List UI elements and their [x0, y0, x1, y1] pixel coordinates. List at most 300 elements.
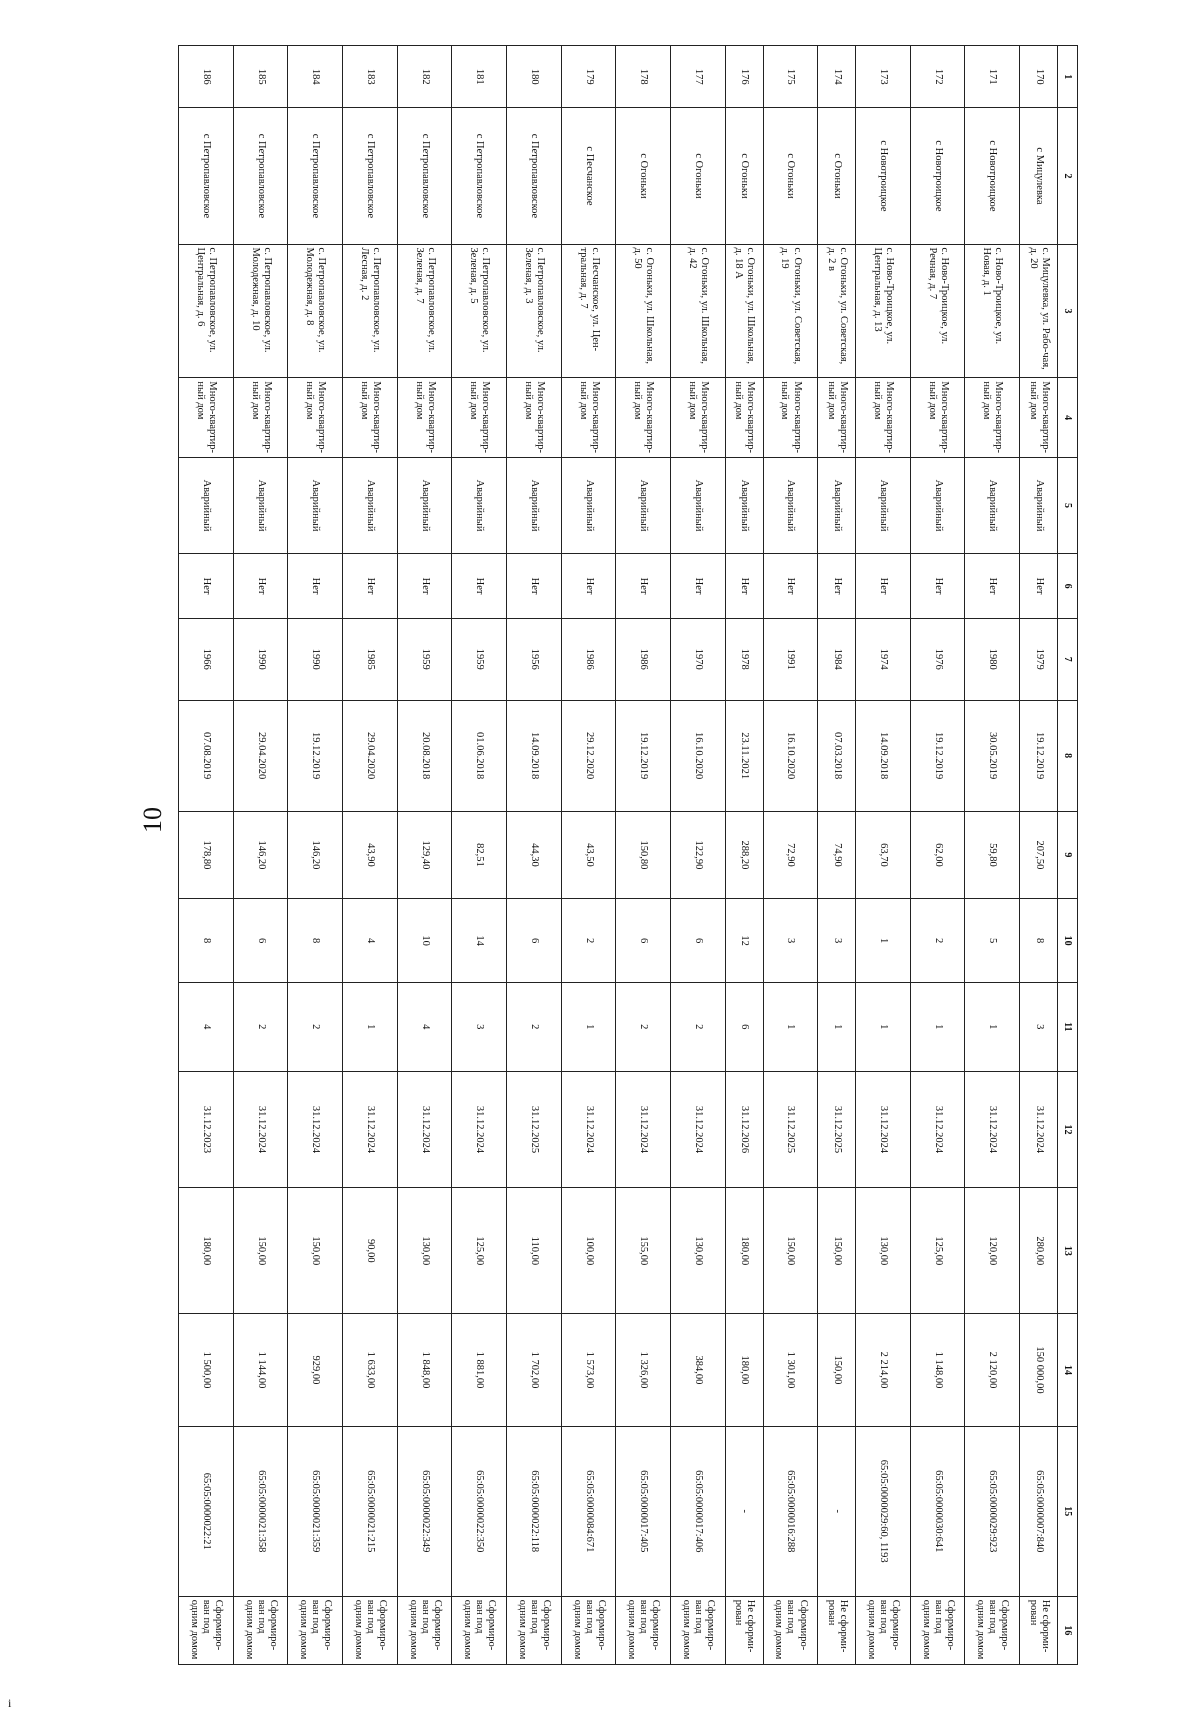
table-cell: с Огоньки	[616, 108, 671, 244]
table-cell: 29.04.2020	[233, 700, 288, 811]
table-cell: 16.10.2020	[763, 700, 818, 811]
table-row	[561, 46, 616, 1665]
table-cell: 1	[561, 983, 616, 1071]
column-header: 14	[1058, 1314, 1078, 1426]
table-cell: 44,30	[507, 811, 562, 898]
table-row	[233, 46, 288, 1665]
table-cell: Много-квартир-ный дом	[343, 378, 398, 457]
table-cell: Нет	[179, 554, 234, 619]
table-cell: 1974	[856, 618, 911, 700]
table-cell: Сформиро-ван под одним домом	[910, 1596, 965, 1664]
table-cell: 31.12.2025	[818, 1071, 856, 1188]
table-cell: Аварийный	[179, 457, 234, 553]
table-row	[671, 46, 726, 1665]
table-cell: Нет	[965, 554, 1020, 619]
table-cell: 65:05:0000029:923	[965, 1426, 1020, 1596]
table-cell: 6	[616, 899, 671, 983]
table-cell: с. Петропавловское, ул. Молодежная, д. 10	[233, 244, 288, 378]
table-cell: 6	[507, 899, 562, 983]
table-row	[288, 46, 343, 1665]
table-cell: 1986	[561, 618, 616, 700]
table-cell: 150,00	[818, 1188, 856, 1314]
table-cell: Аварийный	[452, 457, 507, 553]
table-cell: 172	[910, 46, 965, 108]
table-cell: 29.12.2020	[561, 700, 616, 811]
column-header: 12	[1058, 1071, 1078, 1188]
table-cell: Много-квартир-ный дом	[1020, 378, 1058, 457]
table-cell: 178,80	[179, 811, 234, 898]
table-cell: 2	[288, 983, 343, 1071]
table-cell: 5	[965, 899, 1020, 983]
table-cell: 130,00	[397, 1188, 452, 1314]
table-cell: 146,20	[233, 811, 288, 898]
table-cell: Аварийный	[1020, 457, 1058, 553]
table-cell: 01.06.2018	[452, 700, 507, 811]
table-cell: с. Огоньки, ул. Школьная, д. 50	[616, 244, 671, 378]
table-cell: 65:05:0000017:406	[671, 1426, 726, 1596]
table-cell: с. Петропавловское, ул. Зеленая, д. 3	[507, 244, 562, 378]
table-cell: 6	[671, 899, 726, 983]
table-cell: 150,00	[763, 1188, 818, 1314]
table-cell: 8	[179, 899, 234, 983]
table-cell: 3	[1020, 983, 1058, 1071]
table-cell: 10	[397, 899, 452, 983]
table-cell: с. Огоньки, ул. Школьная, д. 42	[671, 244, 726, 378]
table-cell: 31.12.2024	[671, 1071, 726, 1188]
table-cell: Много-квартир-ный дом	[856, 378, 911, 457]
table-cell: 181	[452, 46, 507, 108]
table-cell: 2	[616, 983, 671, 1071]
table-cell: с. Мицулевка, ул. Рабо-чая, д. 20	[1020, 244, 1058, 378]
table-cell: 150,80	[616, 811, 671, 898]
table-cell: 180,00	[179, 1188, 234, 1314]
table-cell: 171	[965, 46, 1020, 108]
table-cell: 186	[179, 46, 234, 108]
table-cell: Аварийный	[561, 457, 616, 553]
table-cell: 185	[233, 46, 288, 108]
column-header: 4	[1058, 378, 1078, 457]
table-cell: с Огоньки	[763, 108, 818, 244]
table-cell: 3	[452, 983, 507, 1071]
table-cell: 1986	[616, 618, 671, 700]
table-cell: Аварийный	[397, 457, 452, 553]
table-cell: 65:05:0000030:641	[910, 1426, 965, 1596]
table-cell: Нет	[671, 554, 726, 619]
column-header: 10	[1058, 899, 1078, 983]
table-cell: -	[818, 1426, 856, 1596]
table-cell: 180,00	[725, 1188, 763, 1314]
table-cell: Аварийный	[818, 457, 856, 553]
table-row	[616, 46, 671, 1665]
table-cell: Нет	[763, 554, 818, 619]
table-cell: 31.12.2024	[965, 1071, 1020, 1188]
table-cell: 72,90	[763, 811, 818, 898]
table-cell: 65:05:0000022:21	[179, 1426, 234, 1596]
table-cell: 2	[507, 983, 562, 1071]
table-cell: 2 214,00	[856, 1314, 911, 1426]
page-number: 10	[138, 807, 167, 833]
table-cell: 183	[343, 46, 398, 108]
table-cell: 150 000,00	[1020, 1314, 1058, 1426]
table-cell: 43,50	[561, 811, 616, 898]
table-cell: 1990	[233, 618, 288, 700]
table-cell: 31.12.2024	[452, 1071, 507, 1188]
table-cell: Сформиро-ван под одним домом	[288, 1596, 343, 1664]
table-cell: Много-квартир-ный дом	[561, 378, 616, 457]
table-cell: 31.12.2024	[1020, 1071, 1058, 1188]
table-cell: Сформиро-ван под одним домом	[452, 1596, 507, 1664]
table-cell: 384,00	[671, 1314, 726, 1426]
header-row	[1058, 46, 1078, 1665]
table-cell: 100,00	[561, 1188, 616, 1314]
table-cell: 1 301,00	[763, 1314, 818, 1426]
table-cell: 2	[233, 983, 288, 1071]
table-row	[725, 46, 763, 1665]
table-cell: с. Песчанское, ул. Цен-тральная, д. 7	[561, 244, 616, 378]
table-cell: 2 120,00	[965, 1314, 1020, 1426]
table-cell: 20.08.2018	[397, 700, 452, 811]
table-cell: с Огоньки	[671, 108, 726, 244]
table-cell: Не сформи-рован	[1020, 1596, 1058, 1664]
table-cell: 1	[343, 983, 398, 1071]
table-cell: 62,00	[910, 811, 965, 898]
table-cell: Нет	[452, 554, 507, 619]
table-cell: 8	[1020, 899, 1058, 983]
table-cell: с. Огоньки, ул. Советская, д. 2 в	[818, 244, 856, 378]
table-cell: Аварийный	[507, 457, 562, 553]
table-cell: 1976	[910, 618, 965, 700]
table-cell: 1 144,00	[233, 1314, 288, 1426]
table-cell: 14	[452, 899, 507, 983]
table-cell: 170	[1020, 46, 1058, 108]
table-row	[179, 46, 234, 1665]
table-cell: с. Ново-Троицкое, ул. Центральная, д. 13	[856, 244, 911, 378]
stray-mark: i	[8, 1696, 12, 1710]
table-cell: с Петропавловское	[288, 108, 343, 244]
table-cell: с. Петропавловское, ул. Лесная, д. 2	[343, 244, 398, 378]
column-header: 5	[1058, 457, 1078, 553]
table-cell: Сформиро-ван под одним домом	[671, 1596, 726, 1664]
table-cell: 4	[397, 983, 452, 1071]
table-cell: 74,90	[818, 811, 856, 898]
table-cell: 19.12.2019	[288, 700, 343, 811]
table-cell: 2	[671, 983, 726, 1071]
table-cell: Сформиро-ван под одним домом	[397, 1596, 452, 1664]
table-cell: 120,00	[965, 1188, 1020, 1314]
table-cell: 14.09.2018	[856, 700, 911, 811]
table-cell: 65:05:0000021:359	[288, 1426, 343, 1596]
table-cell: Нет	[725, 554, 763, 619]
column-header: 2	[1058, 108, 1078, 244]
table-cell: -	[725, 1426, 763, 1596]
table-cell: 1959	[397, 618, 452, 700]
table-cell: 1	[910, 983, 965, 1071]
table-cell: 1	[856, 983, 911, 1071]
table-cell: 65:05:0000084:671	[561, 1426, 616, 1596]
table-cell: 130,00	[671, 1188, 726, 1314]
table-cell: 31.12.2024	[233, 1071, 288, 1188]
table-cell: Нет	[561, 554, 616, 619]
table-cell: с Петропавловское	[507, 108, 562, 244]
table-cell: 1 633,00	[343, 1314, 398, 1426]
table-cell: Много-квартир-ный дом	[507, 378, 562, 457]
table-row	[397, 46, 452, 1665]
table-cell: 31.12.2024	[343, 1071, 398, 1188]
table-cell: 150,00	[288, 1188, 343, 1314]
table-cell: Нет	[397, 554, 452, 619]
table-cell: с. Петропавловское, ул. Зеленая, д. 5	[452, 244, 507, 378]
table-cell: Много-квартир-ный дом	[671, 378, 726, 457]
table-cell: с. Петропавловское, ул. Центральная, д. 6	[179, 244, 234, 378]
table-cell: 65:05:0000016:288	[763, 1426, 818, 1596]
table-row	[343, 46, 398, 1665]
table-cell: 177	[671, 46, 726, 108]
table-cell: 65:05:0000022:350	[452, 1426, 507, 1596]
table-cell: Аварийный	[616, 457, 671, 553]
table-cell: 31.12.2024	[288, 1071, 343, 1188]
table-cell: 65:05:0000022:118	[507, 1426, 562, 1596]
table-cell: Много-квартир-ный дом	[452, 378, 507, 457]
table-cell: 4	[343, 899, 398, 983]
table-cell: 175	[763, 46, 818, 108]
table-cell: Не сформи-рован	[818, 1596, 856, 1664]
table-cell: с Петропавловское	[233, 108, 288, 244]
table-cell: 6	[233, 899, 288, 983]
column-header: 7	[1058, 618, 1078, 700]
table-cell: 3	[763, 899, 818, 983]
table-cell: Аварийный	[671, 457, 726, 553]
table-cell: Нет	[1020, 554, 1058, 619]
table-cell: Нет	[343, 554, 398, 619]
table-cell: 19.12.2019	[910, 700, 965, 811]
table-cell: Аварийный	[288, 457, 343, 553]
table-cell: 63,70	[856, 811, 911, 898]
table-cell: с. Ново-Троицкое, ул. Речная, д. 7	[910, 244, 965, 378]
table-cell: 31.12.2024	[856, 1071, 911, 1188]
table-cell: Много-квартир-ный дом	[616, 378, 671, 457]
table-cell: 3	[818, 899, 856, 983]
column-header: 15	[1058, 1426, 1078, 1596]
table-cell: 1 500,00	[179, 1314, 234, 1426]
table-cell: с. Огоньки, ул. Советская, д. 19	[763, 244, 818, 378]
table-cell: с Огоньки	[818, 108, 856, 244]
table-cell: 31.12.2023	[179, 1071, 234, 1188]
table-cell: 1959	[452, 618, 507, 700]
table-cell: 31.12.2025	[763, 1071, 818, 1188]
table-row	[452, 46, 507, 1665]
table-cell: 30.05.2019	[965, 700, 1020, 811]
column-header: 1	[1058, 46, 1078, 108]
table-cell: 1 148,00	[910, 1314, 965, 1426]
table-cell: 65:05:0000021:215	[343, 1426, 398, 1596]
table-cell: 65:05:0000022:349	[397, 1426, 452, 1596]
column-header: 13	[1058, 1188, 1078, 1314]
table-cell: Сформиро-ван под одним домом	[763, 1596, 818, 1664]
table-cell: Много-квартир-ный дом	[818, 378, 856, 457]
table-cell: 125,00	[452, 1188, 507, 1314]
table-cell: 1970	[671, 618, 726, 700]
housing-register-table	[178, 45, 1078, 1665]
table-cell: Аварийный	[763, 457, 818, 553]
table-cell: 110,00	[507, 1188, 562, 1314]
column-header: 11	[1058, 983, 1078, 1071]
table-cell: 2	[561, 899, 616, 983]
table-cell: 184	[288, 46, 343, 108]
table-cell: Аварийный	[343, 457, 398, 553]
table-cell: Много-квартир-ный дом	[910, 378, 965, 457]
table-cell: 31.12.2024	[397, 1071, 452, 1188]
table-cell: с. Огоньки, ул. Школьная, д. 18 А	[725, 244, 763, 378]
table-cell: с Новотроицкое	[910, 108, 965, 244]
table-cell: Сформиро-ван под одним домом	[965, 1596, 1020, 1664]
table-cell: 1	[763, 983, 818, 1071]
table-cell: 288,20	[725, 811, 763, 898]
table-cell: 31.12.2024	[616, 1071, 671, 1188]
column-header: 16	[1058, 1596, 1078, 1664]
table-cell: Много-квартир-ный дом	[965, 378, 1020, 457]
table-cell: 150,00	[233, 1188, 288, 1314]
table-cell: с Новотроицкое	[965, 108, 1020, 244]
table-cell: 1 326,00	[616, 1314, 671, 1426]
table-cell: Аварийный	[856, 457, 911, 553]
table-cell: 1	[818, 983, 856, 1071]
rotated-table-wrapper	[178, 45, 1078, 1665]
table-cell: Нет	[288, 554, 343, 619]
table-cell: Много-квартир-ный дом	[763, 378, 818, 457]
table-cell: 1 848,00	[397, 1314, 452, 1426]
table-cell: 8	[288, 899, 343, 983]
table-row	[856, 46, 911, 1665]
table-cell: с Огоньки	[725, 108, 763, 244]
table-row	[910, 46, 965, 1665]
table-cell: с. Петропавловское, ул. Зеленая, д. 7	[397, 244, 452, 378]
table-cell: с Петропавловское	[343, 108, 398, 244]
table-cell: 31.12.2026	[725, 1071, 763, 1188]
table-cell: 173	[856, 46, 911, 108]
table-cell: 1	[965, 983, 1020, 1071]
table-cell: 31.12.2025	[507, 1071, 562, 1188]
column-header: 8	[1058, 700, 1078, 811]
table-cell: Нет	[910, 554, 965, 619]
table-cell: Нет	[616, 554, 671, 619]
column-header: 9	[1058, 811, 1078, 898]
table-cell: 180	[507, 46, 562, 108]
table-cell: 31.12.2024	[910, 1071, 965, 1188]
table-cell: 31.12.2024	[561, 1071, 616, 1188]
table-cell: Много-квартир-ный дом	[179, 378, 234, 457]
table-cell: 179	[561, 46, 616, 108]
table-cell: Много-квартир-ный дом	[397, 378, 452, 457]
table-cell: 180,00	[725, 1314, 763, 1426]
table-cell: Аварийный	[965, 457, 1020, 553]
table-row	[763, 46, 818, 1665]
table-cell: 122,90	[671, 811, 726, 898]
table-cell: 1985	[343, 618, 398, 700]
table-cell: с. Петропавловское, ул. Молодежная, д. 8	[288, 244, 343, 378]
table-cell: с Петропавловское	[397, 108, 452, 244]
table-cell: 1 573,00	[561, 1314, 616, 1426]
table-cell: 4	[179, 983, 234, 1071]
table-cell: 1979	[1020, 618, 1058, 700]
table-cell: Нет	[507, 554, 562, 619]
table-cell: с Мицулевка	[1020, 108, 1058, 244]
table-cell: 90,00	[343, 1188, 398, 1314]
table-cell: Аварийный	[725, 457, 763, 553]
table-cell: с Новотроицкое	[856, 108, 911, 244]
table-cell: 65:05:0000017:405	[616, 1426, 671, 1596]
table-row	[507, 46, 562, 1665]
column-header: 3	[1058, 244, 1078, 378]
table-cell: Не сформи-рован	[725, 1596, 763, 1664]
column-header: 6	[1058, 554, 1078, 619]
table-cell: Сформиро-ван под одним домом	[507, 1596, 562, 1664]
table-cell: 280,00	[1020, 1188, 1058, 1314]
table-cell: Нет	[818, 554, 856, 619]
table-cell: 176	[725, 46, 763, 108]
table-cell: 1990	[288, 618, 343, 700]
table-cell: 929,00	[288, 1314, 343, 1426]
table-cell: 1 702,00	[507, 1314, 562, 1426]
table-row	[965, 46, 1020, 1665]
table-cell: 65:05:0000029:60, 1193	[856, 1426, 911, 1596]
table-cell: 07.03.2018	[818, 700, 856, 811]
table-cell: 1984	[818, 618, 856, 700]
table-cell: Сформиро-ван под одним домом	[561, 1596, 616, 1664]
table-cell: 129,40	[397, 811, 452, 898]
table-cell: 19.12.2019	[1020, 700, 1058, 811]
table-cell: Много-квартир-ный дом	[233, 378, 288, 457]
table-cell: 23.11.2021	[725, 700, 763, 811]
table-cell: Сформиро-ван под одним домом	[343, 1596, 398, 1664]
table-cell: 1	[856, 899, 911, 983]
table-cell: Сформиро-ван под одним домом	[856, 1596, 911, 1664]
table-cell: 1991	[763, 618, 818, 700]
table-cell: 182	[397, 46, 452, 108]
table-row	[1020, 46, 1058, 1665]
table-cell: 19.12.2019	[616, 700, 671, 811]
table-cell: 146,20	[288, 811, 343, 898]
table-cell: 65:05:0000021:358	[233, 1426, 288, 1596]
table-cell: 150,00	[818, 1314, 856, 1426]
table-cell: с Песчанское	[561, 108, 616, 244]
table-cell: 12	[725, 899, 763, 983]
table-cell: 1980	[965, 618, 1020, 700]
table-cell: 155,00	[616, 1188, 671, 1314]
table-cell: Много-квартир-ный дом	[288, 378, 343, 457]
table-cell: Нет	[856, 554, 911, 619]
table-cell: 125,00	[910, 1188, 965, 1314]
table-cell: 207,50	[1020, 811, 1058, 898]
table-cell: 82,51	[452, 811, 507, 898]
table-cell: 29.04.2020	[343, 700, 398, 811]
table-cell: 43,90	[343, 811, 398, 898]
table-cell: 130,00	[856, 1188, 911, 1314]
table-cell: Сформиро-ван под одним домом	[233, 1596, 288, 1664]
table-cell: 2	[910, 899, 965, 983]
table-cell: 65:05:0000007:840	[1020, 1426, 1058, 1596]
table-cell: Много-квартир-ный дом	[725, 378, 763, 457]
table-cell: 6	[725, 983, 763, 1071]
table-cell: Сформиро-ван под одним домом	[179, 1596, 234, 1664]
table-cell: 1978	[725, 618, 763, 700]
table-cell: 174	[818, 46, 856, 108]
table-cell: 14.09.2018	[507, 700, 562, 811]
table-cell: с Петропавловское	[452, 108, 507, 244]
table-row	[818, 46, 856, 1665]
table-cell: с. Ново-Троицкое, ул. Новая, д. 1	[965, 244, 1020, 378]
table-cell: 1956	[507, 618, 562, 700]
table-cell: 178	[616, 46, 671, 108]
